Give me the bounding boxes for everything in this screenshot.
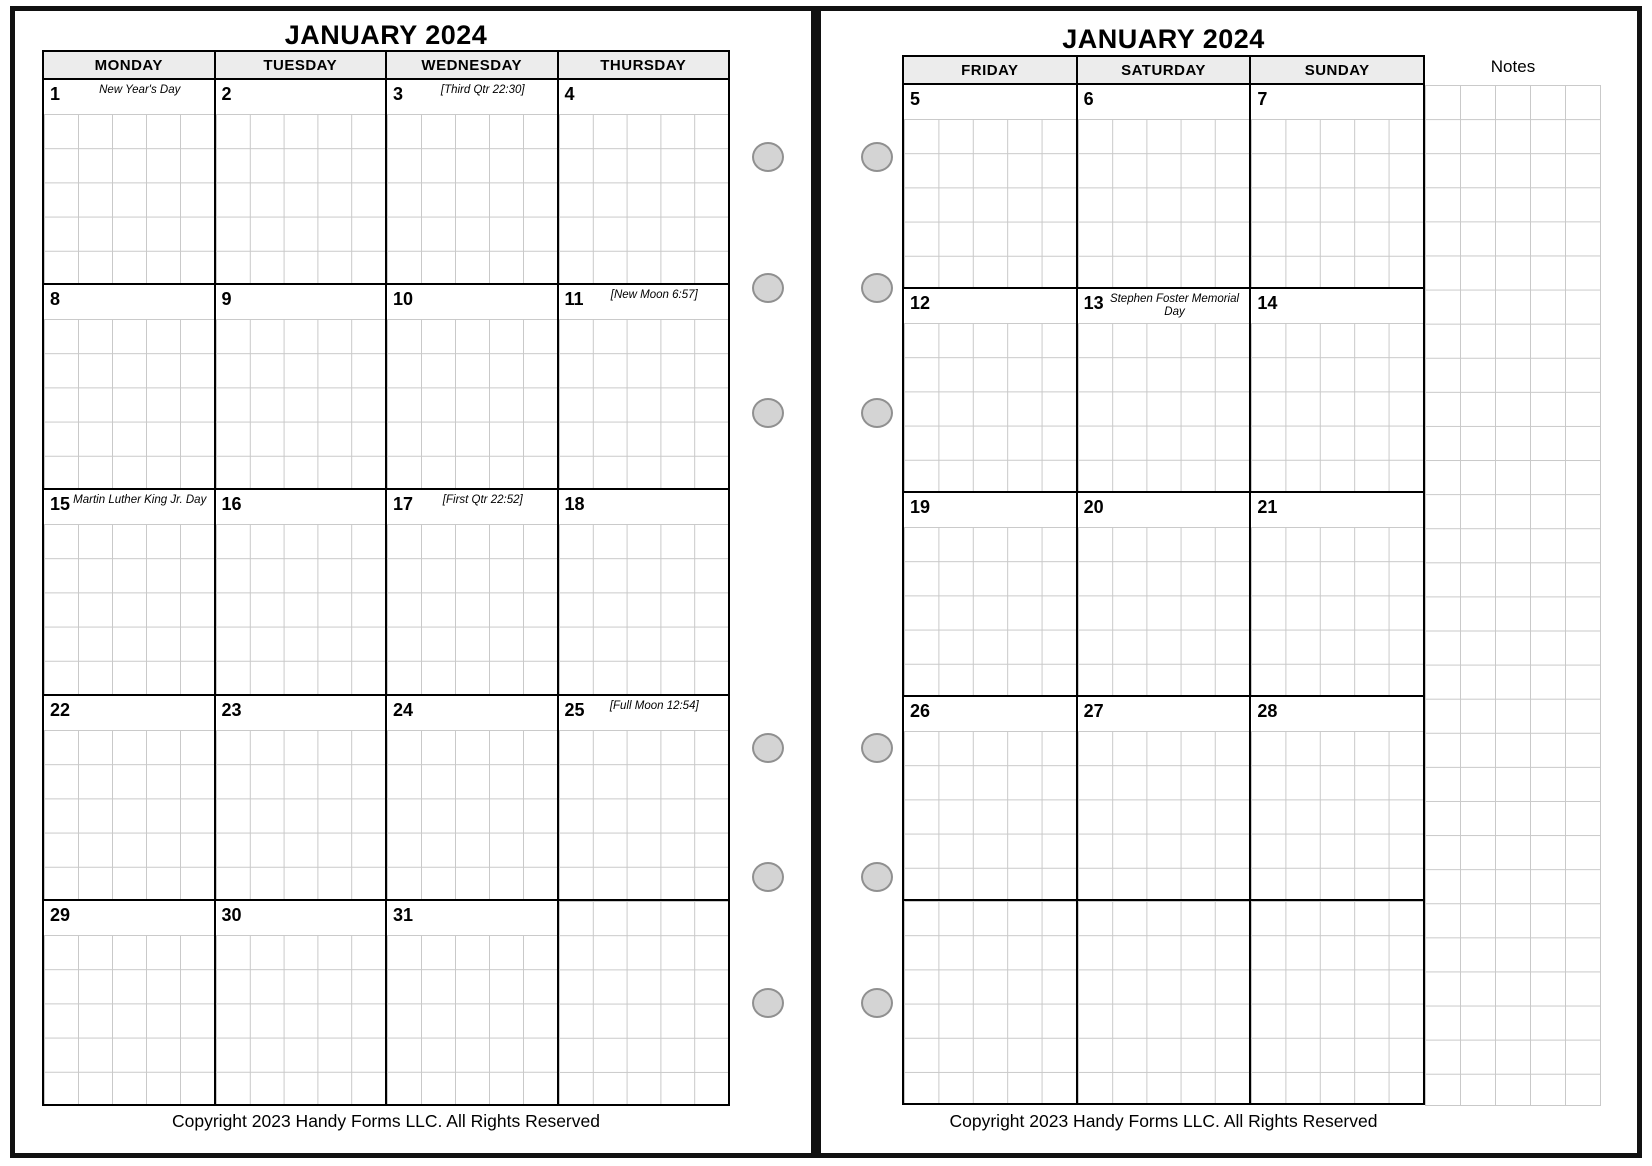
day-cell-empty [1249,901,1423,1103]
date-number: 11 [564,289,584,310]
day-header-sunday: SUNDAY [1249,57,1423,83]
week-row [44,899,728,1104]
binder-hole [861,988,893,1018]
date-band [216,285,386,319]
date-band [387,80,557,114]
day-header-monday: MONDAY [94,56,163,74]
day-cell-1 [44,80,214,283]
day-grid [559,901,729,1104]
date-number: 31 [393,904,414,925]
day-cell-7 [1249,85,1423,287]
day-grid [1078,901,1250,1103]
day-cell-10 [385,285,557,488]
day-cell-empty [557,901,729,1104]
left-copyright: Copyright 2023 Handy Forms LLC. All Rights Reserved [172,1111,600,1131]
day-grid [904,323,1076,491]
day-grid [1251,527,1423,695]
day-cell-5 [904,85,1076,287]
date-band [1078,289,1250,323]
day-cell-29 [44,901,214,1104]
week-row [904,85,1423,287]
day-cell-22 [44,696,214,899]
date-band [387,696,557,730]
day-grid [387,935,557,1104]
date-band [559,696,729,730]
date-band [44,696,214,730]
day-grid [44,114,214,283]
day-grid [1251,119,1423,287]
day-grid [1251,323,1423,491]
date-number: 17 [393,494,414,515]
day-cell-16 [214,490,386,693]
day-grid [216,935,386,1104]
left-page-title: JANUARY 2024 [284,20,488,50]
day-note: [First Qtr 22:52] [442,494,523,507]
day-cell-empty [904,901,1076,1103]
day-header-friday: FRIDAY [961,61,1019,79]
day-grid [559,114,729,283]
day-grid [904,731,1076,899]
week-row [44,283,728,488]
date-number: 13 [1083,293,1104,313]
day-cell-15 [44,490,214,693]
day-grid [44,935,214,1104]
day-grid [904,119,1076,287]
day-grid [1078,119,1250,287]
day-cell-30 [214,901,386,1104]
day-note: [Third Qtr 22:30] [440,84,525,96]
date-number: 29 [50,904,71,925]
day-note: Martin Luther King Jr. Day [73,494,207,507]
day-grid [216,114,386,283]
date-number: 7 [1257,89,1268,109]
week-row [44,80,728,283]
date-number: 24 [393,699,414,720]
day-cell-2 [214,80,386,283]
date-number: 21 [1257,497,1278,517]
date-band [559,490,729,524]
date-band [387,901,557,935]
day-header-saturday: SATURDAY [1076,57,1250,83]
day-grid [559,524,729,693]
day-cell-8 [44,285,214,488]
day-cell-14 [1249,289,1423,491]
date-band [559,80,729,114]
day-note: [New Moon 6:57] [610,289,698,302]
left-page [10,6,816,1158]
day-cell-24 [385,696,557,899]
date-number: 5 [910,89,921,109]
day-cell-11 [557,285,729,488]
day-cell-19 [904,493,1076,695]
binder-hole [861,142,893,172]
binder-hole [861,862,893,892]
date-number: 26 [910,701,931,721]
day-note: Stephen Foster Memorial Day [1109,293,1240,319]
day-cell-31 [385,901,557,1104]
date-number: 2 [221,84,232,104]
right-copyright: Copyright 2023 Handy Forms LLC. All Rights Reserved [949,1111,1378,1131]
day-cell-12 [904,289,1076,491]
date-number: 12 [910,293,931,313]
binder-hole [752,862,784,892]
notes-label: Notes [1490,57,1536,76]
date-band [1078,85,1250,119]
date-number: 18 [564,494,585,515]
date-band [216,696,386,730]
day-grid [216,319,386,488]
day-grid [44,319,214,488]
date-number: 6 [1083,89,1094,109]
day-grid [559,730,729,899]
week-row [904,491,1423,695]
left-calendar-table [42,50,730,1106]
notes-grid [1425,85,1601,1106]
date-band [1078,697,1250,731]
week-row [44,694,728,899]
date-band [1251,697,1423,731]
day-cell-9 [214,285,386,488]
day-grid [387,730,557,899]
day-cell-21 [1249,493,1423,695]
week-row [44,488,728,693]
day-cell-18 [557,490,729,693]
date-band [1251,85,1423,119]
day-header-wednesday: WEDNESDAY [385,52,557,78]
date-number: 25 [564,699,585,720]
date-number: 16 [221,494,242,515]
week-row [904,287,1423,491]
date-number: 23 [221,699,242,720]
day-grid [216,730,386,899]
date-number: 22 [50,699,71,720]
day-grid [904,527,1076,695]
day-cell-28 [1249,697,1423,899]
date-band [387,490,557,524]
date-band [44,901,214,935]
binder-hole [861,398,893,428]
date-band [44,80,214,114]
date-band [904,493,1076,527]
day-note: [Full Moon 12:54] [609,699,699,712]
day-note: New Year's Day [99,84,181,96]
right-header-row [904,57,1423,85]
day-cell-13 [1076,289,1250,491]
day-cell-4 [557,80,729,283]
day-grid [387,114,557,283]
day-cell-25 [557,696,729,899]
day-grid [1078,323,1250,491]
day-cell-27 [1076,697,1250,899]
date-number: 1 [50,84,61,104]
date-number: 30 [221,904,242,925]
day-grid [44,524,214,693]
day-grid [216,524,386,693]
date-band [1078,493,1250,527]
date-number: 28 [1257,701,1278,721]
day-cell-6 [1076,85,1250,287]
binder-hole [861,733,893,763]
date-band [44,490,214,524]
day-grid [387,319,557,488]
day-grid [1078,527,1250,695]
day-header-tuesday: TUESDAY [214,52,386,78]
date-number: 27 [1083,701,1104,721]
week-row [904,899,1423,1103]
date-number: 9 [221,289,232,310]
day-cell-3 [385,80,557,283]
binder-hole [752,733,784,763]
day-grid [44,730,214,899]
date-band [559,285,729,319]
day-cell-26 [904,697,1076,899]
date-band [904,289,1076,323]
right-page [816,6,1642,1158]
week-row [904,695,1423,899]
date-number: 3 [393,84,404,104]
day-grid [904,901,1076,1103]
day-header-thursday: THURSDAY [557,52,729,78]
date-number: 8 [50,289,61,310]
date-number: 4 [564,84,575,104]
date-band [387,285,557,319]
binder-hole [752,142,784,172]
date-band [216,901,386,935]
day-grid [1251,731,1423,899]
date-number: 15 [50,494,71,515]
day-cell-17 [385,490,557,693]
date-band [216,490,386,524]
day-grid [1251,901,1423,1103]
date-band [904,85,1076,119]
date-number: 10 [393,289,414,310]
binder-hole [752,273,784,303]
binder-hole [752,988,784,1018]
day-cell-20 [1076,493,1250,695]
right-calendar-table [902,55,1425,1105]
date-number: 19 [910,497,931,517]
date-band [44,285,214,319]
day-cell-23 [214,696,386,899]
right-calendar-body [904,85,1423,1103]
date-number: 20 [1083,497,1104,517]
day-cell-empty [1076,901,1250,1103]
right-page-title: JANUARY 2024 [1062,24,1265,54]
date-number: 14 [1257,293,1278,313]
date-band [1251,493,1423,527]
day-grid [559,319,729,488]
day-grid [1078,731,1250,899]
binder-hole [752,398,784,428]
date-band [216,80,386,114]
left-header-row [44,52,728,80]
binder-hole [861,273,893,303]
date-band [1251,289,1423,323]
date-band [904,697,1076,731]
left-calendar-body [44,80,728,1104]
day-grid [387,524,557,693]
